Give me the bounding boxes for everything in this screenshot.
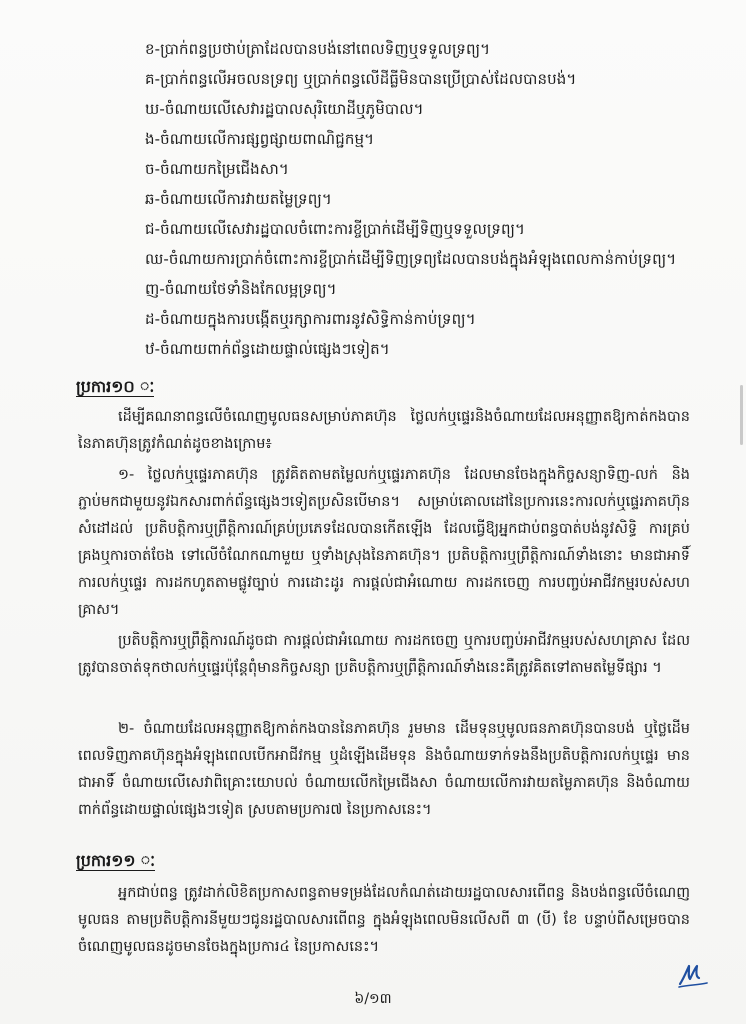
list-item: ច-ចំណាយកម្រៃជើងសា។ [145, 160, 289, 178]
scrollbar-thumb[interactable] [740, 385, 743, 445]
list-item: ខ-ប្រាក់ពន្ធប្រថាប់ត្រាដែលបានបង់នៅពេលទិញឬទទួលទ្រព្យ។ [145, 40, 491, 58]
list-item: ឃ-ចំណាយលើសេវារដ្ឋបាលសុរិយោដីឬភូមិបាល។ [145, 100, 424, 118]
list-item: ជ-ចំណាយលើសេវារដ្ឋបាលចំពោះការខ្ចីប្រាក់ដើម្បីទិញឬទទួលទ្រព្យ។ [145, 220, 526, 238]
list-item: ដ-ចំណាយក្នុងការបង្កើតឬរក្សាការពារនូវសិទ្ធិកាន់កាប់ទ្រព្យ។ [145, 310, 476, 328]
expense-list [145, 34, 715, 364]
article-11-title: ប្រការ១១ ៈ [76, 851, 156, 870]
list-item: គ-ប្រាក់ពន្ធលើអចលនទ្រព្យ ឬប្រាក់ពន្ធលើដីធ្លីមិនបានប្រើប្រាស់ដែលបានបង់។ [145, 70, 577, 88]
list-item: ឋ-ចំណាយពាក់ព័ន្ធដោយផ្ទាល់ផ្សេងៗទៀត។ [145, 340, 390, 358]
article-10-clause-1-continued: ប្រតិបត្តិការឬព្រឹត្តិការណ៍ដូចជា ការផ្តល់ជាអំណោយ ការដកចេញ ឬការបញ្ចប់អាជីវកម្មរបស់សហគ្រាស ដែលត្រូវបានចាត់ទុកថាលក់ឬផ្ទេរប៉ុន្តែពុំមានកិច្ចសន្យា ប្រតិបត្តិការឬព្រឹត្តិការណ៍ទាំងនេះគឺត្រូវគិតទៅតាមតម្លៃទីផ្សារ ។ [78, 633, 690, 676]
article-11-heading [76, 850, 155, 872]
initials-signature [676, 958, 710, 990]
article-10-clause-1: ១- ថ្លៃលក់ឬផ្ទេរភាគហ៊ុន ត្រូវគិតតាមតម្លៃលក់ឬផ្ទេរភាគហ៊ុន ដែលមានចែងក្នុងកិច្ចសន្យាទិញ-លក់ និងភ្ជាប់មកជាមួយនូវឯកសារពាក់ព័ន្ធផ្សេងៗទៀតប្រសិនបើមាន។ សម្រាប់គោលដៅនៃប្រការនេះការលក់ឬផ្ទេរភាគហ៊ុន សំដៅដល់ ប្រតិបត្តិការឬព្រឹត្តិការណ៍គ្រប់ប្រភេទដែលបានកើតឡើង ដែលធ្វើឱ្យអ្នកជាប់ពន្ធបាត់បង់នូវសិទ្ធិ ការគ្រប់គ្រងឬការចាត់ចែង ទៅលើចំណែកណាមួយ ឬទាំងស្រុងនៃភាគហ៊ុន។ ប្រតិបត្តិការឬព្រឹត្តិការណ៍ទាំងនោះ មានជាអាទិ៍ ការលក់ឬផ្ទេរ ការដកហូតតាមផ្លូវច្បាប់ ការដោះដូរ ការផ្តល់ជាអំណោយ ការដកចេញ ការបញ្ចប់អាជីវកម្មរបស់សហគ្រាស។ [78, 467, 690, 618]
article-10-clause-2: ២- ចំណាយដែលអនុញ្ញាតឱ្យកាត់កងបាននៃភាគហ៊ុន រួមមាន ដើមទុនឬមូលធនភាគហ៊ុនបានបង់ ឬថ្លៃដើមពេលទិញភាគហ៊ុនក្នុងអំឡុងពេលបើកអាជីវកម្ម ឬដំឡើងដើមទុន និងចំណាយទាក់ទងនឹងប្រតិបត្តិការលក់ឬផ្ទេរ មានជាអាទិ៍ ចំណាយលើសេវាពិគ្រោះយោបល់ ចំណាយលើកម្រៃជើងសា ចំណាយលើការវាយតម្លៃភាគហ៊ុន និងចំណាយពាក់ព័ន្ធដោយផ្ទាល់ផ្សេងៗទៀត ស្របតាមប្រការ៧ នៃប្រកាសនេះ។ [78, 721, 690, 818]
article-10-intro: ដើម្បីគណនាពន្ធលើចំណេញមូលធនសម្រាប់ភាគហ៊ុន ថ្លៃលក់ឬផ្ទេរនិងចំណាយដែលអនុញ្ញាតឱ្យកាត់កងបាននៃភាគហ៊ុនត្រូវកំណត់ដូចខាងក្រោម៖ [78, 409, 690, 452]
list-item: ង-ចំណាយលើការផ្សព្វផ្សាយពាណិជ្ជកម្ម។ [145, 130, 375, 148]
article-10-heading [76, 376, 154, 398]
list-item: ឆ-ចំណាយលើការវាយតម្លៃទ្រព្យ។ [145, 190, 332, 208]
list-item: ញ-ចំណាយថែទាំនិងកែលម្អទ្រព្យ។ [145, 280, 337, 298]
article-10-title: ប្រការ១០ ៈ [76, 377, 155, 396]
list-item: ឈ-ចំណាយការប្រាក់ចំពោះការខ្ចីប្រាក់ដើម្បីទិញទ្រព្យដែលបានបង់ក្នុងអំឡុងពេលកាន់កាប់ទ្រព្យ។ [145, 250, 677, 268]
article-11-body: អ្នកជាប់ពន្ធ ត្រូវដាក់លិខិតប្រកាសពន្ធតាមទម្រង់ដែលកំណត់ដោយរដ្ឋបាលសារពើពន្ធ និងបង់ពន្ធលើចំណេញមូលធន តាមប្រតិបត្តិការនីមួយៗជូនរដ្ឋបាលសារពើពន្ធ ក្នុងអំឡុងពេលមិនលើសពី ៣ (បី) ខែ បន្ទាប់ពីសម្រេចបានចំណេញមូលធនដូចមានចែងក្នុងប្រការ៤ នៃប្រកាសនេះ។ [78, 885, 690, 955]
page-number: ៦/១៣ [354, 991, 392, 1007]
